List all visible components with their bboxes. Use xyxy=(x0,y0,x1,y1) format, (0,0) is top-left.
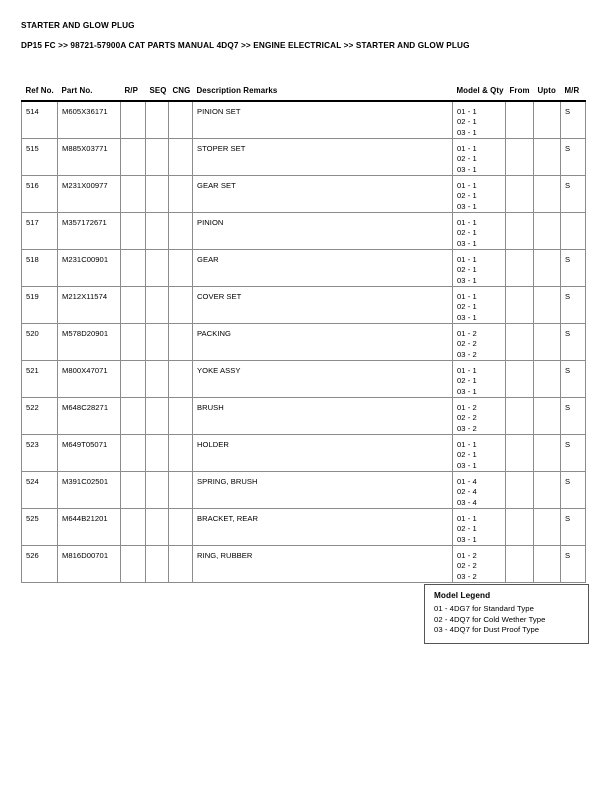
cell-part-no: M231X00977 xyxy=(58,176,121,213)
model-qty-line: 02 - 1 xyxy=(457,117,477,127)
cell-rp xyxy=(121,101,146,139)
cell-from xyxy=(506,101,534,139)
cell-cng xyxy=(169,324,193,361)
model-qty-line: 01 - 1 xyxy=(457,181,477,190)
cell-model-qty xyxy=(453,509,506,546)
table-row xyxy=(22,398,586,435)
parts-table-container xyxy=(21,86,585,583)
table-row xyxy=(22,509,586,546)
cell-part-no: M649T05071 xyxy=(58,435,121,472)
cell-part-no: M885X03771 xyxy=(58,139,121,176)
cell-description: BRUSH xyxy=(193,398,453,435)
cell-seq xyxy=(146,101,169,139)
model-qty-line: 01 - 1 xyxy=(457,144,477,153)
model-qty-line: 02 - 2 xyxy=(457,339,477,349)
model-qty-line: 03 - 2 xyxy=(457,349,477,359)
cell-model-qty xyxy=(453,361,506,398)
column-header-cng: CNG xyxy=(172,86,191,95)
model-qty-line: 03 - 1 xyxy=(457,164,477,174)
cell-part-no: M578D20901 xyxy=(58,324,121,361)
table-row xyxy=(22,101,586,139)
cell-part-no: M800X47071 xyxy=(58,361,121,398)
cell-model-qty xyxy=(453,176,506,213)
model-qty-line: 01 - 1 xyxy=(457,218,477,227)
cell-rp xyxy=(121,398,146,435)
cell-model-qty xyxy=(453,139,506,176)
cell-rp xyxy=(121,509,146,546)
cell-upto xyxy=(534,324,561,361)
model-qty-line: 03 - 1 xyxy=(457,238,477,248)
cell-seq xyxy=(146,472,169,509)
column-header-mr: M/R xyxy=(564,86,580,95)
cell-ref-no: 515 xyxy=(22,139,58,176)
cell-description: BRACKET, REAR xyxy=(193,509,453,546)
cell-from xyxy=(506,546,534,583)
cell-from xyxy=(506,213,534,250)
cell-rp xyxy=(121,361,146,398)
cell-model-qty xyxy=(453,213,506,250)
cell-ref-no: 521 xyxy=(22,361,58,398)
column-header-from: From xyxy=(509,86,530,95)
cell-description: GEAR xyxy=(193,250,453,287)
cell-from xyxy=(506,398,534,435)
column-header-part-no: Part No. xyxy=(61,86,93,95)
cell-upto xyxy=(534,509,561,546)
cell-mr: S xyxy=(561,139,586,176)
cell-ref-no: 519 xyxy=(22,287,58,324)
cell-upto xyxy=(534,139,561,176)
model-qty-line: 03 - 1 xyxy=(457,201,477,211)
cell-from xyxy=(506,139,534,176)
model-qty-line: 01 - 1 xyxy=(457,107,477,116)
cell-ref-no: 516 xyxy=(22,176,58,213)
model-qty-line: 01 - 1 xyxy=(457,514,477,523)
cell-upto xyxy=(534,213,561,250)
cell-mr: S xyxy=(561,101,586,139)
cell-rp xyxy=(121,176,146,213)
cell-upto xyxy=(534,101,561,139)
cell-cng xyxy=(169,176,193,213)
cell-upto xyxy=(534,546,561,583)
column-header-seq: SEQ xyxy=(149,86,167,95)
cell-description: RING, RUBBER xyxy=(193,546,453,583)
cell-rp xyxy=(121,472,146,509)
model-qty-line: 02 - 2 xyxy=(457,413,477,423)
model-qty-line: 02 - 1 xyxy=(457,154,477,164)
cell-rp xyxy=(121,546,146,583)
cell-model-qty xyxy=(453,398,506,435)
cell-ref-no: 526 xyxy=(22,546,58,583)
page-title: STARTER AND GLOW PLUG xyxy=(21,21,135,30)
cell-description: STOPER SET xyxy=(193,139,453,176)
cell-rp xyxy=(121,139,146,176)
cell-model-qty xyxy=(453,287,506,324)
cell-description: PACKING xyxy=(193,324,453,361)
cell-from xyxy=(506,250,534,287)
cell-description: SPRING, BRUSH xyxy=(193,472,453,509)
table-row xyxy=(22,139,586,176)
model-legend-box xyxy=(424,584,589,644)
cell-upto xyxy=(534,176,561,213)
cell-seq xyxy=(146,546,169,583)
cell-ref-no: 517 xyxy=(22,213,58,250)
cell-cng xyxy=(169,435,193,472)
cell-from xyxy=(506,361,534,398)
cell-upto xyxy=(534,472,561,509)
cell-part-no: M648C28271 xyxy=(58,398,121,435)
cell-mr: S xyxy=(561,435,586,472)
model-qty-line: 01 - 2 xyxy=(457,551,477,560)
model-qty-line: 02 - 2 xyxy=(457,561,477,571)
cell-mr: S xyxy=(561,361,586,398)
cell-model-qty xyxy=(453,324,506,361)
cell-from xyxy=(506,176,534,213)
cell-cng xyxy=(169,546,193,583)
cell-cng xyxy=(169,287,193,324)
column-header-description: Description Remarks xyxy=(196,86,278,95)
cell-description: YOKE ASSY xyxy=(193,361,453,398)
model-qty-line: 01 - 1 xyxy=(457,440,477,449)
table-row xyxy=(22,546,586,583)
cell-mr: S xyxy=(561,472,586,509)
table-row xyxy=(22,324,586,361)
cell-part-no: M816D00701 xyxy=(58,546,121,583)
cell-mr: S xyxy=(561,250,586,287)
cell-upto xyxy=(534,287,561,324)
cell-mr xyxy=(561,213,586,250)
cell-rp xyxy=(121,324,146,361)
cell-model-qty xyxy=(453,250,506,287)
model-qty-line: 02 - 1 xyxy=(457,450,477,460)
model-legend-line: 02 - 4DQ7 for Cold Wether Type xyxy=(434,614,546,624)
cell-seq xyxy=(146,176,169,213)
cell-from xyxy=(506,472,534,509)
cell-cng xyxy=(169,398,193,435)
cell-description: GEAR SET xyxy=(193,176,453,213)
table-row xyxy=(22,287,586,324)
cell-seq xyxy=(146,324,169,361)
cell-cng xyxy=(169,250,193,287)
cell-part-no: M644B21201 xyxy=(58,509,121,546)
breadcrumb: DP15 FC >> 98721-57900A CAT PARTS MANUAL 4DQ7 >> ENGINE ELECTRICAL >> STARTER AND GLOW PLUG xyxy=(21,41,470,50)
model-qty-line: 03 - 1 xyxy=(457,127,477,137)
cell-mr: S xyxy=(561,324,586,361)
model-qty-line: 03 - 1 xyxy=(457,386,477,396)
model-qty-line: 03 - 1 xyxy=(457,460,477,470)
model-legend-title: Model Legend xyxy=(434,591,491,600)
table-row xyxy=(22,213,586,250)
cell-cng xyxy=(169,213,193,250)
column-header-model-qty: Model & Qty xyxy=(456,86,504,95)
model-qty-line: 02 - 1 xyxy=(457,524,477,534)
cell-mr: S xyxy=(561,398,586,435)
table-row xyxy=(22,250,586,287)
model-qty-line: 03 - 4 xyxy=(457,497,477,507)
table-header-row xyxy=(22,86,586,101)
cell-seq xyxy=(146,213,169,250)
cell-seq xyxy=(146,361,169,398)
cell-cng xyxy=(169,101,193,139)
model-legend-line: 03 - 4DQ7 for Dust Proof Type xyxy=(434,625,540,635)
cell-rp xyxy=(121,287,146,324)
cell-seq xyxy=(146,435,169,472)
cell-seq xyxy=(146,287,169,324)
model-qty-line: 03 - 1 xyxy=(457,312,477,322)
cell-description: HOLDER xyxy=(193,435,453,472)
model-qty-line: 01 - 1 xyxy=(457,255,477,264)
cell-model-qty xyxy=(453,472,506,509)
column-header-upto: Upto xyxy=(537,86,556,95)
model-qty-line: 03 - 1 xyxy=(457,275,477,285)
cell-cng xyxy=(169,139,193,176)
table-row xyxy=(22,435,586,472)
cell-model-qty xyxy=(453,435,506,472)
cell-part-no: M212X11574 xyxy=(58,287,121,324)
cell-model-qty xyxy=(453,101,506,139)
parts-table-body xyxy=(22,101,586,583)
cell-from xyxy=(506,324,534,361)
cell-mr: S xyxy=(561,176,586,213)
cell-part-no: M605X36171 xyxy=(58,101,121,139)
parts-table xyxy=(21,86,586,583)
model-qty-line: 02 - 1 xyxy=(457,191,477,201)
cell-model-qty xyxy=(453,546,506,583)
cell-description: PINION xyxy=(193,213,453,250)
cell-mr: S xyxy=(561,509,586,546)
cell-from xyxy=(506,509,534,546)
cell-part-no: M357172671 xyxy=(58,213,121,250)
cell-ref-no: 520 xyxy=(22,324,58,361)
table-row xyxy=(22,472,586,509)
model-qty-line: 03 - 2 xyxy=(457,423,477,433)
cell-mr: S xyxy=(561,287,586,324)
cell-description: COVER SET xyxy=(193,287,453,324)
model-qty-line: 01 - 4 xyxy=(457,477,477,486)
model-qty-line: 01 - 2 xyxy=(457,329,477,338)
cell-upto xyxy=(534,398,561,435)
table-row xyxy=(22,361,586,398)
cell-ref-no: 525 xyxy=(22,509,58,546)
table-row xyxy=(22,176,586,213)
cell-rp xyxy=(121,435,146,472)
cell-cng xyxy=(169,472,193,509)
cell-rp xyxy=(121,250,146,287)
model-legend-lines xyxy=(434,604,580,636)
model-qty-line: 03 - 1 xyxy=(457,534,477,544)
cell-seq xyxy=(146,509,169,546)
model-qty-line: 02 - 1 xyxy=(457,302,477,312)
column-header-ref-no: Ref No. xyxy=(25,86,54,95)
cell-description: PINION SET xyxy=(193,101,453,139)
model-qty-line: 01 - 2 xyxy=(457,403,477,412)
model-qty-line: 03 - 2 xyxy=(457,571,477,581)
cell-from xyxy=(506,435,534,472)
cell-ref-no: 522 xyxy=(22,398,58,435)
model-qty-line: 02 - 4 xyxy=(457,487,477,497)
cell-seq xyxy=(146,398,169,435)
model-qty-line: 02 - 1 xyxy=(457,265,477,275)
column-header-rp: R/P xyxy=(124,86,138,95)
model-qty-line: 02 - 1 xyxy=(457,376,477,386)
cell-upto xyxy=(534,361,561,398)
cell-mr: S xyxy=(561,546,586,583)
cell-seq xyxy=(146,250,169,287)
model-legend-line: 01 - 4DG7 for Standard Type xyxy=(434,604,534,613)
cell-cng xyxy=(169,509,193,546)
cell-ref-no: 524 xyxy=(22,472,58,509)
cell-cng xyxy=(169,361,193,398)
model-qty-line: 02 - 1 xyxy=(457,228,477,238)
cell-ref-no: 518 xyxy=(22,250,58,287)
cell-upto xyxy=(534,435,561,472)
cell-upto xyxy=(534,250,561,287)
model-qty-line: 01 - 1 xyxy=(457,292,477,301)
cell-seq xyxy=(146,139,169,176)
cell-part-no: M391C02501 xyxy=(58,472,121,509)
cell-rp xyxy=(121,213,146,250)
model-qty-line: 01 - 1 xyxy=(457,366,477,375)
cell-ref-no: 523 xyxy=(22,435,58,472)
cell-ref-no: 514 xyxy=(22,101,58,139)
cell-part-no: M231C00901 xyxy=(58,250,121,287)
cell-from xyxy=(506,287,534,324)
